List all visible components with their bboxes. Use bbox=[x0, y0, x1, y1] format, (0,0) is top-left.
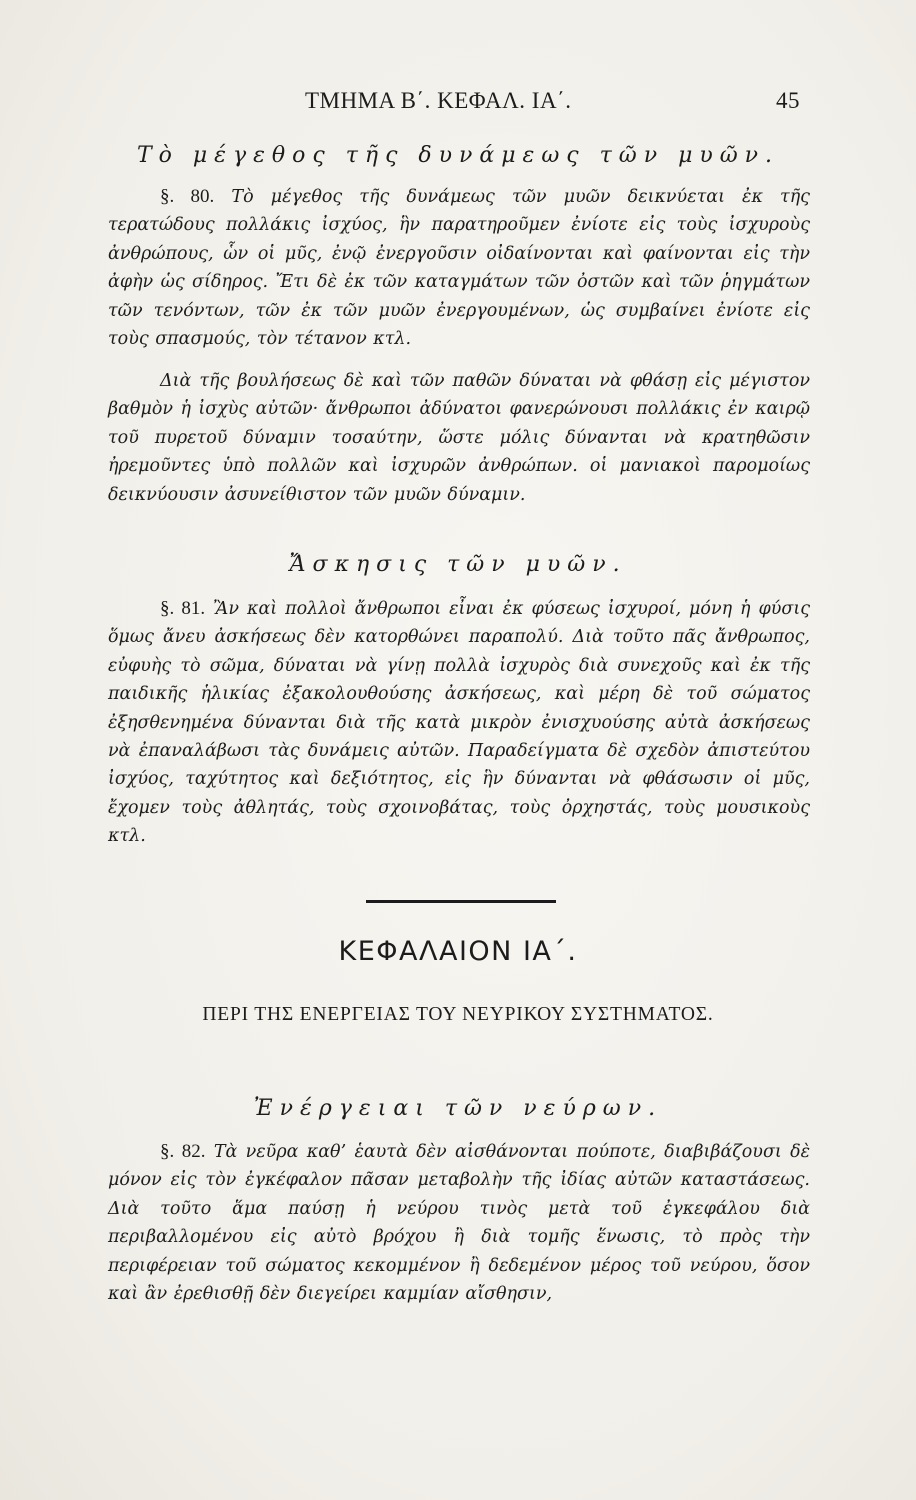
paragraph-number-81: §. 81. bbox=[160, 598, 206, 619]
running-title: ΤΜΗΜΑ Β΄. ΚΕΦΑΛ. ΙΑ΄. bbox=[305, 88, 572, 113]
section-heading-muscle-strength: Τὸ μέγεθος τῆς δυνάμεως τῶν μυῶν. bbox=[136, 143, 780, 168]
paragraph-82 bbox=[108, 1138, 810, 1308]
paragraph-80-continuation: Διὰ τῆς βουλήσεως δὲ καὶ τῶν παθῶν δύναται νὰ φθάσῃ εἰς μέγιστον βαθμὸν ἡ ἰσχὺς αὐτῶν· ἄνθρωποι ἀδύνατοι φανερώνουσι πολλάκις ἐν καιρῷ τοῦ πυρετοῦ δύναμιν τοσαύτην, ὥστε μόλις δύνανται νὰ κρατηθῶσιν ἠρεμοῦντες ὑπὸ πολλῶν καὶ ἰσχυρῶν ἀνθρώπων. οἱ μανιακοὶ παρομοίως δεικνύουσιν ἀσυνείθιστον τῶν μυῶν δύναμιν. bbox=[108, 371, 810, 505]
paragraph-80 bbox=[108, 183, 810, 353]
paragraph-80-text: Τὸ μέγεθος τῆς δυνάμεως τῶν μυῶν δεικνύεται ἐκ τῆς τερατώδους πολλάκις ἰσχύος, ἣν παρατηροῦμεν ἐνίοτε εἰς τοὺς ἰσχυροὺς ἀνθρώπους, ὧν οἱ μῦς, ἐνῷ ἐνεργοῦσιν οἰδαίνονται καὶ φαίνονται εἰς τὴν ἀφὴν ὡς σίδηρος. Ἔτι δὲ ἐκ τῶν καταγμάτων τῶν ὀστῶν καὶ τῶν ῥηγμάτων τῶν τενόντων, τῶν ἐκ τῶν μυῶν ἐνεργουμένων, ὡς συμβαίνει ἐνίοτε εἰς τοὺς σπασμούς, τὸν τέτανον κτλ. bbox=[108, 187, 810, 350]
paragraph-number-80: §. 80. bbox=[160, 186, 215, 207]
paragraph-81-text: Ἂν καὶ πολλοὶ ἄνθρωποι εἶναι ἐκ φύσεως ἰσχυροί, μόνη ἡ φύσις ὅμως ἄνευ ἀσκήσεως δὲν κατορθώνει παραπολύ. Διὰ τοῦτο πᾶς ἄνθρωπος, εὐφυὴς τὸ σῶμα, δύναται νὰ γίνῃ πολλὰ ἰσχυρὸς διὰ συνεχοῦς καὶ ἐκ τῆς παιδικῆς ἡλικίας ἐξακολουθούσης ἀσκήσεως, καὶ μέρη δὲ τοῦ σώματος ἐξησθενημένα δύνανται διὰ τῆς κατὰ μικρὸν ἐνισχυούσης αὐτὰ ἀσκήσεως νὰ ἐπαναλάβωσι τὰς δυνάμεις αὐτῶν. Παραδείγματα δὲ σχεδὸν ἀπιστεύτου ἰσχύος, ταχύτητος καὶ δεξιότητος, εἰς ἣν δύνανται νὰ φθάσωσιν οἱ μῦς, ἔχομεν τοὺς ἀθλητάς, τοὺς σχοινοβάτας, τοὺς ὀρχηστάς, τοὺς μουσικοὺς κτλ. bbox=[108, 599, 810, 847]
paragraph-82-text: Τὰ νεῦρα καθ’ ἑαυτὰ δὲν αἰσθάνονται πούποτε, διαβιβάζουσι δὲ μόνον εἰς τὸν ἐγκέφαλον πᾶσαν μεταβολὴν τῆς ἰδίας αὐτῶν καταστάσεως. Διὰ τοῦτο ἅμα παύσῃ ἡ νεύρου τινὸς μετὰ τοῦ ἐγκεφάλου διὰ περιβαλλομένου εἰς αὐτὸ βρόχου ἢ διὰ τομῆς ἕνωσις, τὸ πρὸς τὴν περιφέρειαν τοῦ σώματος κεκομμένον ἢ δεδεμένον μέρος τοῦ νεύρου, ὅσον καὶ ἂν ἐρεθισθῇ δὲν διεγείρει καμμίαν αἴσθησιν, bbox=[108, 1142, 810, 1305]
chapter-title: ΚΕΦΑΛΑΙΟΝ ΙΑ΄. bbox=[338, 936, 578, 967]
paragraph-number-82: §. 82. bbox=[160, 1141, 206, 1162]
chapter-subtitle: ΠΕΡΙ ΤΗΣ ΕΝΕΡΓΕΙΑΣ ΤΟΥ ΝΕΥΡΙΚΟΥ ΣΥΣΤΗΜΑΤΟΣ. bbox=[202, 1004, 714, 1025]
chapter-divider-rule bbox=[366, 900, 556, 903]
section-heading-nerve-functions: Ἐνέργειαι τῶν νεύρων. bbox=[253, 1096, 663, 1121]
section-heading-muscle-exercise: Ἄσκησις τῶν μυῶν. bbox=[289, 552, 627, 577]
page-number: 45 bbox=[776, 88, 800, 113]
paragraph-81 bbox=[108, 595, 810, 851]
running-header bbox=[110, 88, 800, 118]
